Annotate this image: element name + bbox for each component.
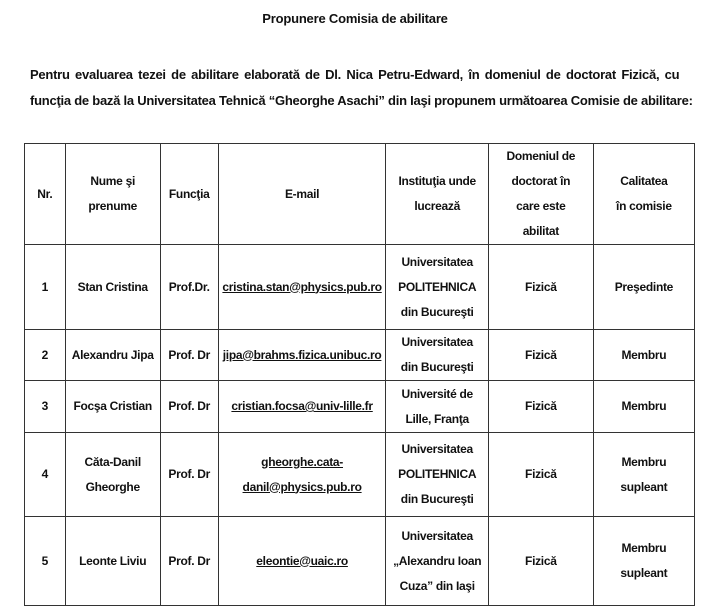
header-line: Funcţia (168, 186, 210, 201)
header-line: Nume şi (90, 174, 135, 188)
cell-function: Prof. Dr (160, 330, 218, 381)
email-link[interactable]: gheorghe.cata- (261, 454, 343, 469)
role-line: supleant (620, 479, 668, 494)
cell-institution (386, 517, 488, 606)
cell-institution (386, 245, 488, 330)
cell-function: Prof. Dr (160, 433, 218, 517)
cell-name (65, 517, 160, 606)
committee-table (24, 143, 695, 606)
role-line: Preşedinte (614, 279, 674, 294)
cell-email (218, 517, 386, 606)
cell-domain: Fizică (488, 517, 593, 606)
name-line: Focşa Cristian (73, 399, 152, 413)
cell-function: Prof.Dr. (160, 245, 218, 330)
cell-nr: 5 (25, 517, 66, 606)
role-line: Membru (621, 399, 667, 413)
cell-name (65, 245, 160, 330)
email-link[interactable]: jipa@brahms.fizica.unibuc.ro (222, 347, 382, 362)
email-link[interactable]: cristian.focsa@univ-lille.fr (231, 399, 373, 413)
header-line: lucrează (414, 199, 460, 213)
header-line: E-mail (284, 186, 320, 201)
institution-line: Cuza” din Iaşi (399, 578, 475, 593)
cell-nr: 1 (25, 245, 66, 330)
institution-line: POLITEHNICA (398, 467, 477, 481)
name-line: Leonte Liviu (79, 553, 147, 568)
email-link[interactable]: cristina.stan@physics.pub.ro (222, 279, 382, 294)
name-line: Căta-Danil (84, 454, 141, 469)
cell-nr: 4 (25, 433, 66, 517)
cell-email (218, 330, 386, 381)
cell-function: Prof. Dr (160, 517, 218, 606)
header-line: prenume (88, 199, 137, 213)
cell-name (65, 381, 160, 433)
email-link[interactable]: eleontie@uaic.ro (256, 553, 348, 568)
table-row (25, 381, 695, 433)
header-line: Nr. (37, 186, 53, 201)
header-line: doctorat în (511, 174, 571, 188)
table-header-row (25, 144, 695, 245)
cell-domain: Fizică (488, 330, 593, 381)
header-nr (25, 144, 66, 245)
institution-line: „Alexandru Ioan (393, 553, 482, 568)
table-row (25, 330, 695, 381)
institution-line: Université de (401, 386, 473, 401)
header-line: abilitat (522, 224, 559, 238)
header-function (160, 144, 218, 245)
cell-function: Prof. Dr (160, 381, 218, 433)
cell-domain: Fizică (488, 381, 593, 433)
table-row (25, 517, 695, 606)
cell-role (593, 381, 694, 433)
header-line: în comisie (616, 199, 672, 213)
cell-institution (386, 330, 488, 381)
institution-line: Lille, Franţa (405, 411, 469, 426)
cell-institution (386, 433, 488, 517)
cell-role (593, 330, 694, 381)
cell-role (593, 517, 694, 606)
cell-email (218, 433, 386, 517)
institution-line: Universitatea (401, 335, 473, 349)
header-line: Instituţia unde (398, 174, 476, 188)
header-role (593, 144, 694, 245)
table-row (25, 245, 695, 330)
institution-line: Universitatea (401, 254, 473, 269)
role-line: Membru (621, 347, 667, 362)
header-domain (488, 144, 593, 245)
institution-line: din Bucureşti (400, 360, 474, 374)
cell-domain: Fizică (488, 245, 593, 330)
role-line: Membru (621, 454, 667, 469)
cell-name (65, 433, 160, 517)
institution-line: Universitatea (401, 528, 473, 543)
cell-institution (386, 381, 488, 433)
institution-line: POLITEHNICA (398, 279, 477, 294)
cell-role (593, 245, 694, 330)
cell-role (593, 433, 694, 517)
intro-line-1: Pentru evaluarea tezei de abilitare elaborată de Dl. Nica Petru-Edward, în domeniul de doctorat Fizică, cu (30, 67, 680, 82)
name-line: Stan Cristina (77, 279, 148, 294)
institution-line: din Bucureşti (400, 304, 474, 319)
cell-email (218, 245, 386, 330)
table-row (25, 433, 695, 517)
institution-line: Universitatea (401, 442, 473, 456)
intro-line-2: funcţia de bază la Universitatea Tehnică “Gheorghe Asachi” din Iaşi propunem următoarea Comisie de abilitare: (30, 93, 693, 108)
header-line: Domeniul de (506, 149, 576, 163)
cell-nr: 3 (25, 381, 66, 433)
header-name (65, 144, 160, 245)
header-line: care este (516, 199, 566, 213)
role-line: supleant (620, 566, 668, 580)
document-title: Propunere Comisia de abilitare (262, 11, 448, 26)
header-email (218, 144, 386, 245)
cell-email (218, 381, 386, 433)
header-line: Calitatea (620, 174, 668, 188)
email-link[interactable]: danil@physics.pub.ro (242, 479, 362, 494)
cell-nr: 2 (25, 330, 66, 381)
institution-line: din Bucureşti (400, 492, 474, 506)
name-line: Gheorghe (85, 479, 140, 494)
intro-paragraph (30, 62, 710, 114)
cell-name (65, 330, 160, 381)
role-line: Membru (621, 541, 667, 555)
cell-domain: Fizică (488, 433, 593, 517)
name-line: Alexandru Jipa (71, 347, 154, 362)
header-institution (386, 144, 488, 245)
